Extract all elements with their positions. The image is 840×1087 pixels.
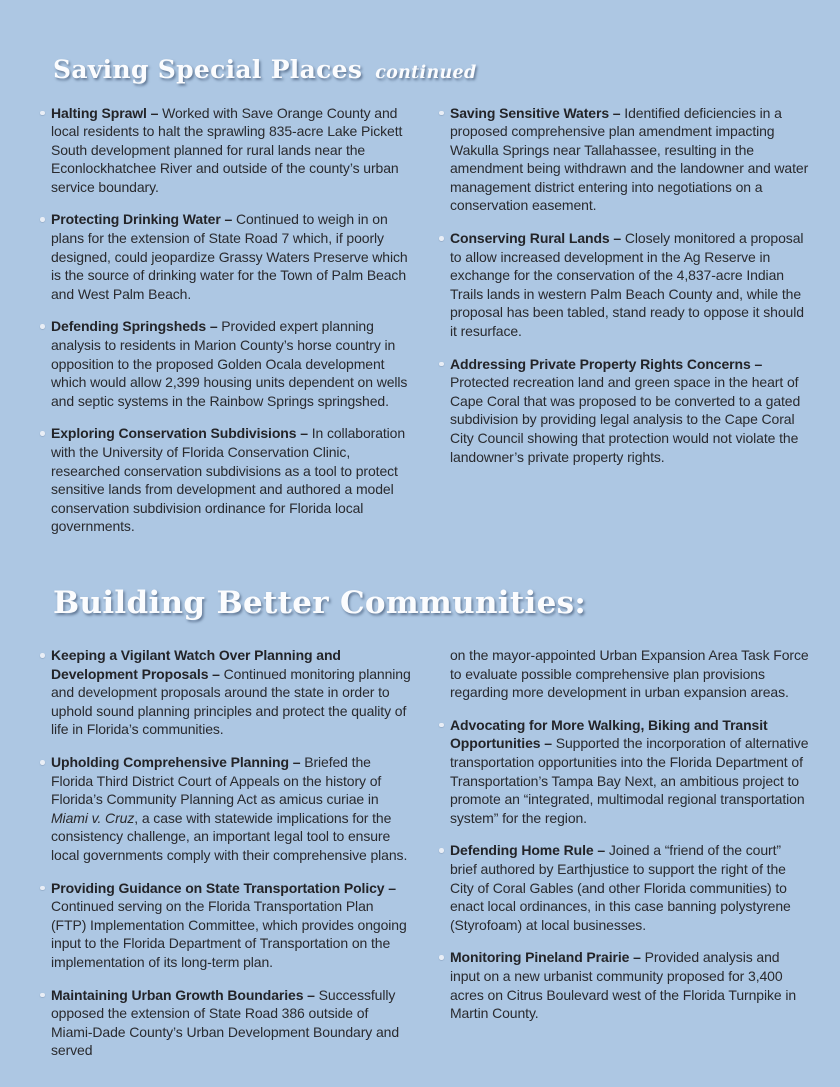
bullet-item <box>42 879 411 972</box>
section-title-building-better-communities <box>53 586 810 620</box>
two-column-layout <box>42 646 810 1074</box>
italic-citation: Miami v. Cruz <box>51 809 135 826</box>
item-lead: Defending Springsheds – <box>51 318 222 335</box>
item-lead: Protecting Drinking Water – <box>51 211 236 228</box>
column-right <box>441 646 810 1074</box>
item-lead: Advocating for More Walking, Biking and Transit Opportunities – <box>450 716 768 752</box>
item-text: Halting Sprawl – Worked with Save Orange County and local residents to halt the sprawling 835-acre Lake Pickett South development planned for rural lands near the Econlockhatchee River and outside of the county’s urban service boundary. <box>51 104 403 195</box>
bullet-item <box>42 986 411 1060</box>
item-lead: Defending Home Rule – <box>450 842 609 859</box>
section-saving-special-places <box>42 56 810 550</box>
item-lead: Halting Sprawl – <box>51 104 163 121</box>
column-right <box>441 104 810 550</box>
item-text: Upholding Comprehensive Planning – Briefed the Florida Third District Court of Appeals on the history of Florida’s Community Planning Act as amicus curiae in Miami v. Cruz, a case with statewide implications for the consistency challenge, an important legal tool to ensure local governments comply with their comprehensive plans. <box>51 754 408 863</box>
item-lead: Monitoring Pineland Prairie – <box>450 949 645 966</box>
bullet-item <box>42 210 411 303</box>
bullet-item <box>441 104 810 216</box>
bullet-item <box>441 716 810 828</box>
bullet-item <box>441 229 810 341</box>
item-text: Exploring Conservation Subdivisions – In collaboration with the University of Florida Conservation Clinic, researched conservation subdivisions as a tool to protect sensitive lands from development and authored a model conservation subdivision ordinance for Florida local governments. <box>51 425 406 535</box>
bullet-dot-icon <box>40 993 45 998</box>
item-text: Advocating for More Walking, Biking and Transit Opportunities – Supported the incorporation of alternative transportation opportunities into the Florida Department of Transportation’s Tampa Bay Next, an ambitious project to promote an “integrated, multimodal regional transportation system” for the region. <box>450 716 809 826</box>
bullet-dot-icon <box>40 431 45 436</box>
section-building-better-communities <box>42 586 810 1074</box>
bullet-dot-icon <box>439 111 444 116</box>
bullet-dot-icon <box>40 653 45 658</box>
item-text: Protecting Drinking Water – Continued to weigh in on plans for the extension of State Road 7 which, if poorly designed, could jeopardize Grassy Waters Preserve which is the source of drinking water for the Town of Palm Beach and West Palm Beach. <box>51 211 408 302</box>
item-text: Addressing Private Property Rights Concerns – Protected recreation land and green space in the heart of Cape Coral that was proposed to be converted to a gated subdivision by providing legal analysis to the Cape Coral City Council showing that protection would not violate the landowner’s private property rights. <box>450 355 801 465</box>
item-lead: Maintaining Urban Growth Boundaries – <box>51 986 319 1003</box>
item-lead: Keeping a Vigilant Watch Over Planning and Development Proposals – <box>51 647 341 682</box>
bullet-item <box>42 753 411 865</box>
item-text: Saving Sensitive Waters – Identified deficiencies in a proposed comprehensive plan amendment impacting Wakulla Springs near Tallahassee, resulting in the amendment being withdrawn and the landowner and water management district entering into negotiations on a conservation easement. <box>450 104 809 214</box>
item-text: Monitoring Pineland Prairie – Provided analysis and input on a new urbanist community proposed for 3,400 acres on Citrus Boulevard west of the Florida Turnpike in Martin County. <box>450 949 797 1022</box>
bullet-item <box>42 424 411 536</box>
bullet-item <box>42 104 411 197</box>
section-title-text: Saving Special Places <box>53 55 363 84</box>
item-text: on the mayor-appointed Urban Expansion Area Task Force to evaluate possible comprehensive plan provisions regarding more development in urban expansion areas. <box>450 647 809 701</box>
section-title-text: Building Better Communities: <box>53 584 587 621</box>
item-lead: Addressing Private Property Rights Concerns – <box>450 355 763 372</box>
bullet-dot-icon <box>439 236 444 241</box>
item-text: Providing Guidance on State Transportation Policy – Continued serving on the Florida Transportation Plan (FTP) Implementation Committee, which provides ongoing input to the Florida Department of Transportation on the implementation of its long-term plan. <box>51 879 407 970</box>
column-left <box>42 646 411 1074</box>
item-lead: Saving Sensitive Waters – <box>450 104 625 121</box>
bullet-item <box>42 646 411 739</box>
bullet-dot-icon <box>439 723 444 728</box>
bullet-dot-icon <box>40 886 45 891</box>
bullet-dot-icon <box>40 760 45 765</box>
section-title-saving-special-places <box>53 56 810 84</box>
item-text: Maintaining Urban Growth Boundaries – Successfully opposed the extension of State Road 386 outside of Miami-Dade County’s Urban Development Boundary and served <box>51 986 400 1059</box>
item-text: Defending Home Rule – Joined a “friend of the court” brief authored by Earthjustice to support the right of the City of Coral Gables (and other Florida communities) to enact local ordinances, in this case banning polystyrene (Styrofoam) at local businesses. <box>450 842 791 933</box>
bullet-item <box>441 355 810 467</box>
item-lead: Exploring Conservation Subdivisions – <box>51 425 312 442</box>
item-text: Conserving Rural Lands – Closely monitored a proposal to allow increased development in the Ag Reserve in exchange for the conservation of the 4,837-acre Indian Trails lands in western Palm Beach County and, while the proposal has been tabled, stand ready to oppose it should it resurface. <box>450 230 804 340</box>
continuation-paragraph <box>441 646 810 702</box>
bullet-dot-icon <box>40 111 45 116</box>
bullet-item <box>441 948 810 1022</box>
bullet-item <box>441 841 810 934</box>
bullet-dot-icon <box>40 217 45 222</box>
item-text: Keeping a Vigilant Watch Over Planning and Development Proposals – Continued monitoring planning and development proposals around the state in order to uphold sound planning principles and protect the quality of life in Florida’s communities. <box>51 647 411 738</box>
item-lead: Providing Guidance on State Transportation Policy – <box>51 879 396 896</box>
section-title-continued-label: continued <box>375 63 477 83</box>
bullet-dot-icon <box>40 324 45 329</box>
bullet-dot-icon <box>439 848 444 853</box>
bullet-dot-icon <box>439 362 444 367</box>
bullet-item <box>42 317 411 410</box>
bullet-dot-icon <box>439 955 444 960</box>
item-lead: Upholding Comprehensive Planning – <box>51 754 305 771</box>
column-left <box>42 104 411 550</box>
item-text: Defending Springsheds – Provided expert planning analysis to residents in Marion County’s horse country in opposition to the proposed Golden Ocala development which would allow 2,399 housing units dependent on wells and septic systems in the Rainbow Springs springshed. <box>51 318 408 409</box>
item-lead: Conserving Rural Lands – <box>450 230 625 247</box>
two-column-layout <box>42 104 810 550</box>
